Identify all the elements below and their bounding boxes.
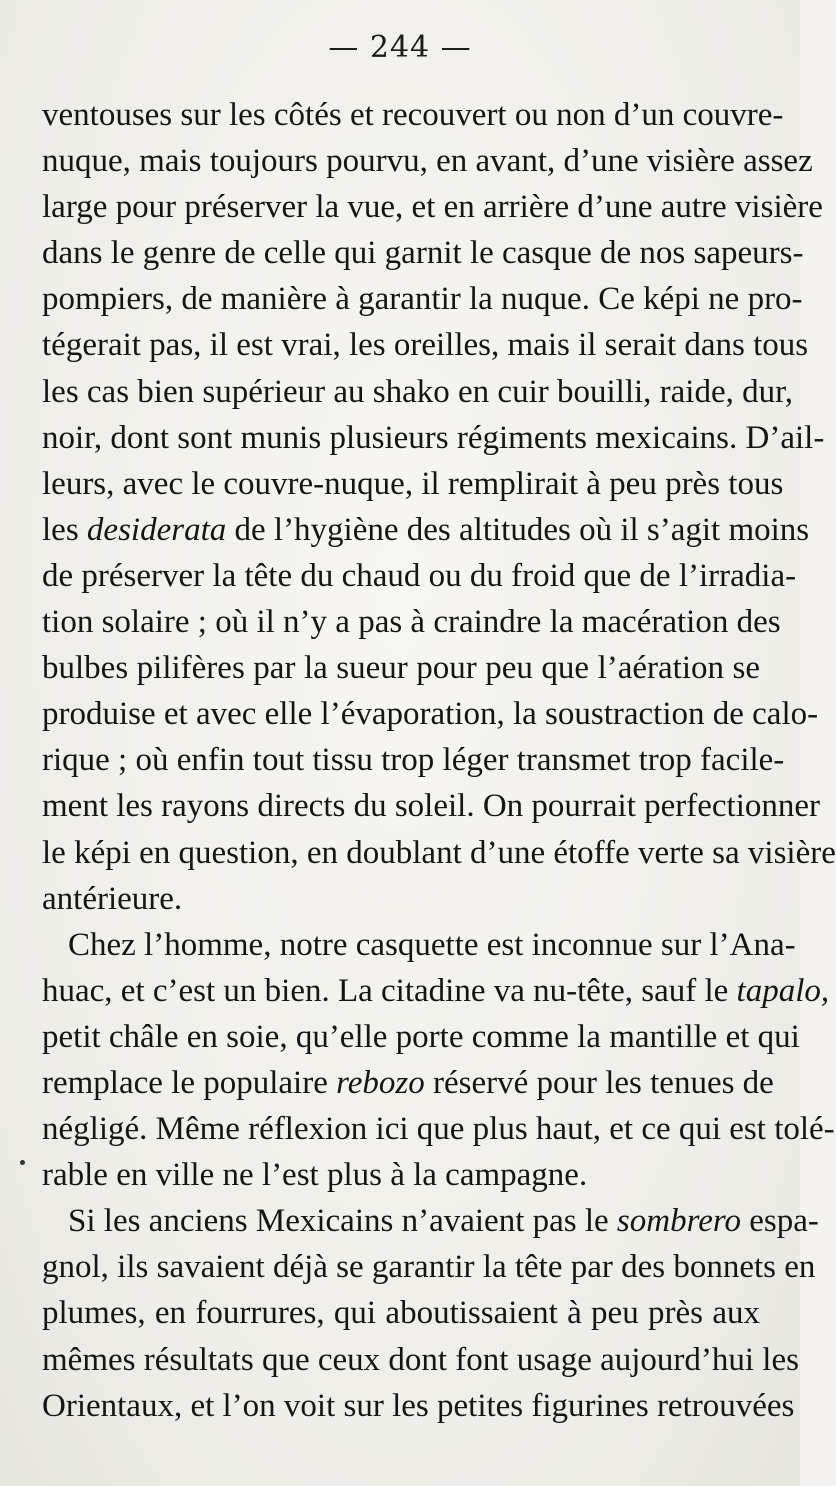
text-segment: Orientaux, et l’on voit sur les petites figurines retrouvées: [42, 1387, 795, 1424]
text-line: [42, 138, 813, 184]
text-segment: remplace le populaire: [42, 1064, 337, 1101]
text-line: [42, 968, 830, 1014]
text-segment: pompiers, de manière à garantir la nuque. Ce képi ne pro-: [42, 281, 803, 318]
text-line: [42, 92, 784, 138]
text-line: [42, 783, 821, 829]
text-line: [42, 1244, 816, 1290]
italic-term: sombrero: [616, 1203, 741, 1240]
text-line: [42, 184, 823, 230]
text-line: [42, 830, 836, 876]
text-segment: nuque, mais toujours pourvu, en avant, d’une visière assez: [42, 143, 813, 180]
text-segment: de préserver la tête du chaud ou du froid que de l’irradia-: [42, 557, 797, 594]
text-line: [42, 415, 825, 461]
text-segment: antérieure.: [42, 880, 183, 917]
text-segment: bulbes pilifères par la sueur pour peu que l’aération se: [42, 650, 760, 687]
text-segment: Si les anciens Mexicains n’avaient pas le: [68, 1203, 617, 1240]
text-segment: négligé. Même réflexion ici que plus haut, et ce qui est tolé-: [42, 1111, 835, 1148]
italic-term: desiderata: [86, 511, 227, 548]
text-line: [42, 691, 819, 737]
text-segment: huac, et c’est un bien. La citadine va nu-tête, sauf le: [42, 972, 737, 1009]
text-line: [42, 507, 810, 553]
text-segment: réservé pour les tenues de: [424, 1064, 774, 1101]
text-line: [42, 1152, 760, 1198]
text-segment: leurs, avec le couvre-nuque, il remplirait à peu près tous: [42, 465, 784, 502]
text-line: [42, 1198, 819, 1244]
text-segment: rique ; où enfin tout tissu trop léger transmet trop facile-: [42, 742, 785, 779]
text-line: [42, 1106, 835, 1152]
text-segment: noir, dont sont munis plusieurs régiments mexicains. D’ail-: [42, 419, 825, 456]
page-number: — 244 —: [328, 30, 472, 65]
text-segment: mêmes résultats que ceux dont font usage aujourd’hui les: [42, 1341, 799, 1378]
text-line: [42, 737, 785, 783]
ink-speck: [20, 1160, 25, 1165]
text-segment: ventouses sur les côtés et recouvert ou non d’un couvre-: [42, 97, 784, 133]
text-segment: de l’hygiène des altitudes où il s’agit moins: [226, 511, 810, 548]
body-text: [42, 92, 836, 1429]
text-segment: dans le genre de celle qui garnit le casque de nos sapeurs-: [42, 235, 804, 272]
text-line: [42, 645, 760, 691]
text-segment: rable en ville ne l’est plus à la campagne.: [42, 1157, 588, 1194]
text-segment: les cas bien supérieur au shako en cuir bouilli, raide, dur,: [42, 373, 794, 410]
text-segment: le képi en question, en doublant d’une étoffe verte sa visière: [42, 834, 836, 871]
text-line: [42, 1060, 774, 1106]
italic-term: tapalo,: [736, 972, 830, 1009]
text-segment: petit châle en soie, qu’elle porte comme la mantille et qui: [42, 1018, 800, 1055]
text-line: [42, 876, 760, 922]
text-line: [42, 369, 794, 415]
text-segment: tion solaire ; où il n’y a pas à craindre la macération des: [42, 604, 781, 641]
text-segment: espa-: [740, 1203, 819, 1240]
text-line: [42, 276, 803, 322]
text-segment: plumes, en fourrures, qui aboutissaient à peu près aux: [42, 1295, 760, 1332]
italic-term: rebozo: [336, 1064, 425, 1101]
text-segment: large pour préserver la vue, et en arrière d’une autre visière: [42, 189, 823, 226]
text-line: [42, 1014, 800, 1060]
text-line: [42, 1337, 799, 1383]
text-segment: Chez l’homme, notre casquette est inconnue sur l’Ana-: [68, 926, 796, 963]
text-line: [42, 1290, 760, 1336]
text-line: [42, 922, 796, 968]
text-segment: gnol, ils savaient déjà se garantir la tête par des bonnets en: [42, 1249, 816, 1286]
text-segment: produise et avec elle l’évaporation, la soustraction de calo-: [42, 696, 819, 733]
text-line: [42, 322, 809, 368]
text-line: [42, 553, 797, 599]
text-line: [42, 599, 781, 645]
text-line: [42, 230, 804, 276]
text-segment: les: [42, 511, 87, 548]
text-line: [42, 1383, 795, 1429]
text-segment: ment les rayons directs du soleil. On pourrait perfectionner: [42, 788, 821, 825]
text-line: [42, 461, 784, 507]
text-segment: tégerait pas, il est vrai, les oreilles, mais il serait dans tous: [42, 327, 809, 364]
